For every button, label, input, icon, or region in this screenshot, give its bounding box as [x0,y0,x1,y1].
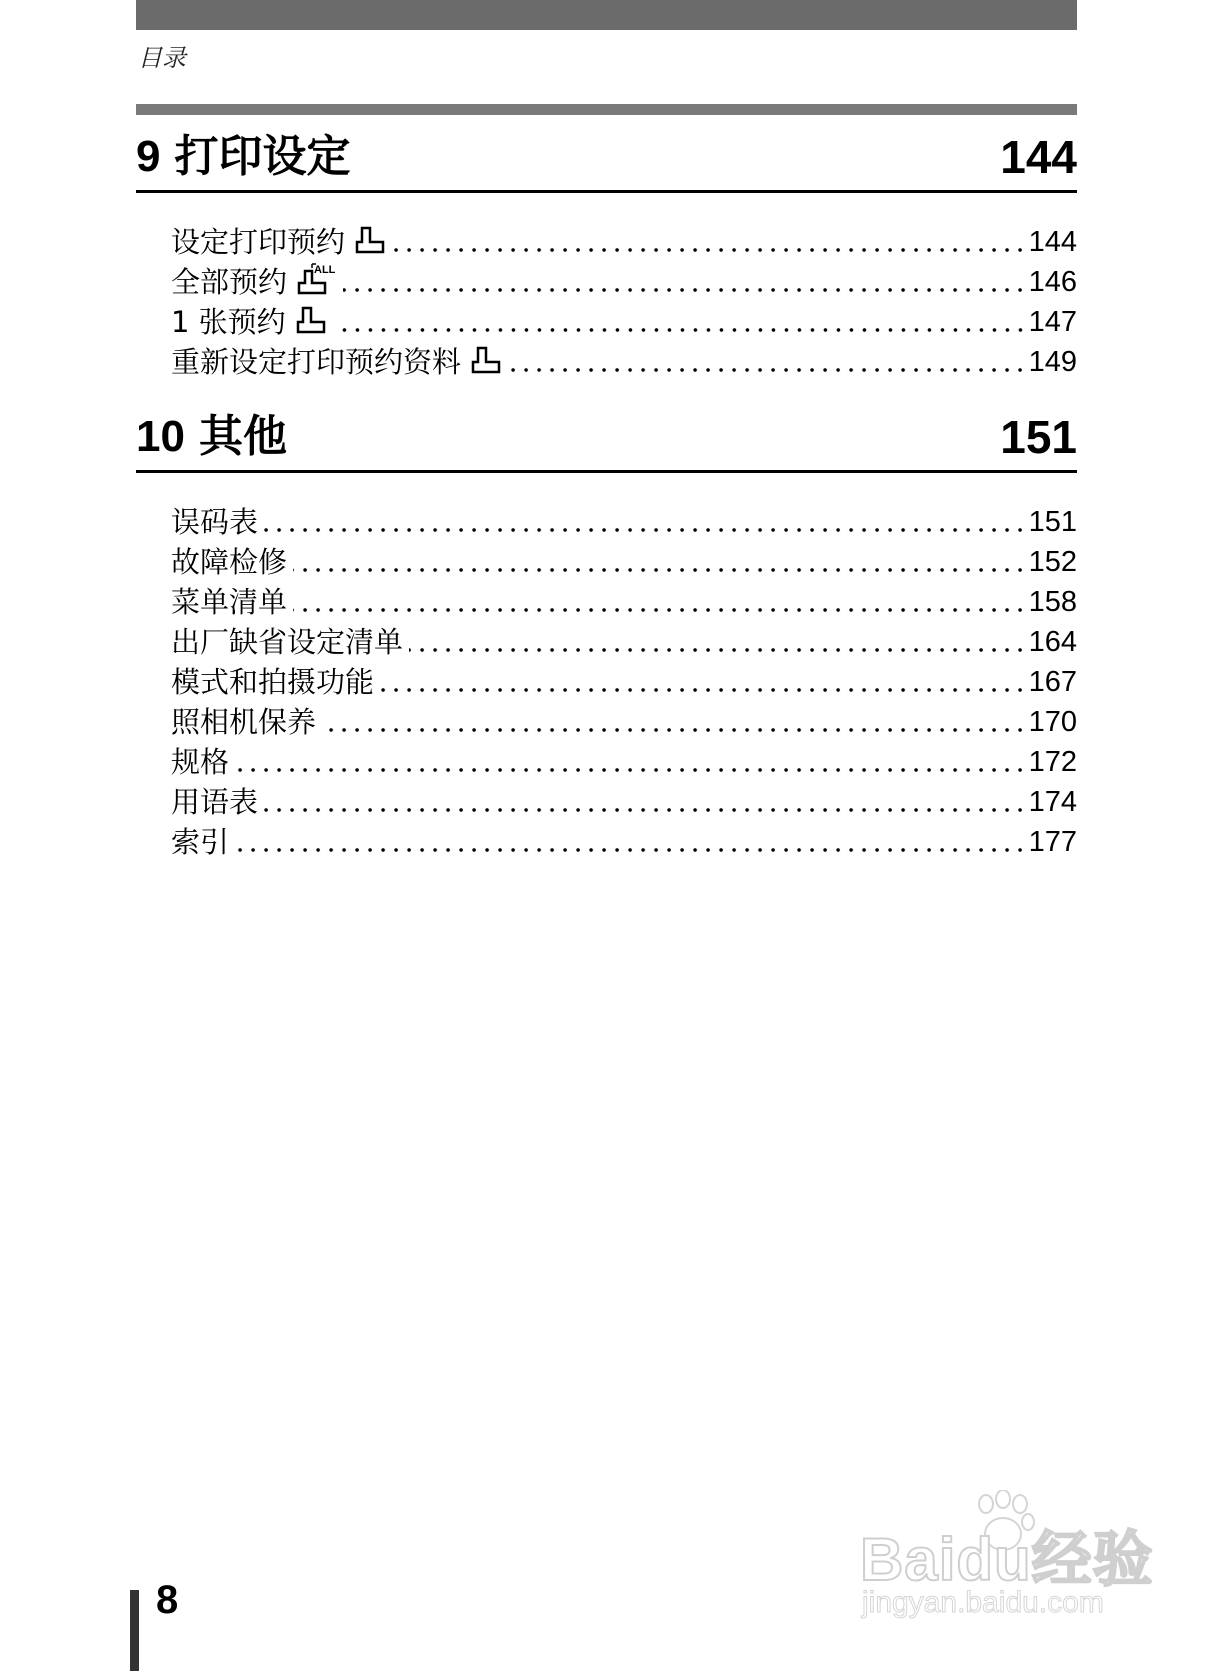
toc-entry[interactable] [136,659,1077,699]
toc-entry[interactable] [136,619,1077,659]
svg-text:ALL: ALL [314,264,336,276]
toc-entry-page: 144 [1028,226,1077,258]
toc-entry[interactable] [136,699,1077,739]
toc-entry-page: 164 [1028,626,1077,658]
toc-entry-page: 170 [1028,706,1077,738]
toc-entry-label: 用语表 [171,785,259,819]
section-title-text: 打印设定 [174,131,351,182]
toc-entry[interactable] [136,219,1077,259]
dot-leader [343,287,1027,293]
toc-entry-label: 设定打印预约 [171,225,346,259]
section-title [136,120,350,184]
print-order-icon [296,305,326,335]
watermark-url: jingyan.baidu.com [862,1586,1104,1619]
toc-entry[interactable] [136,299,1077,339]
toc-entry[interactable] [136,499,1077,539]
toc-section-10 [136,410,1077,859]
toc-entry-label: 照相机保养 [171,705,317,739]
toc-entry[interactable] [136,339,1077,379]
toc-entries [136,219,1077,379]
toc-entry-page: 174 [1028,786,1077,818]
section-title-text: 其他 [198,411,287,462]
toc-entry[interactable] [136,579,1077,619]
section-number: 9 [136,132,161,181]
dot-leader [409,647,1027,653]
section-number: 10 [136,412,185,461]
page-number-marker [130,1590,139,1671]
dot-leader [322,727,1027,733]
toc-entry-page: 167 [1028,666,1077,698]
baidu-watermark [860,1490,1160,1620]
toc-entry[interactable] [136,539,1077,579]
dot-leader [264,807,1027,813]
dot-leader [293,607,1027,613]
top-header-bar [136,0,1077,30]
section-heading [136,130,1077,193]
toc-entry[interactable] [136,739,1077,779]
toc-section-9 [136,130,1077,379]
toc-entry-page: 158 [1028,586,1077,618]
print-all-icon [297,263,335,295]
page-number: 8 [156,1578,179,1622]
toc-entry-label: 重新设定打印预约资料 [171,345,462,379]
toc-entry-page: 152 [1028,546,1077,578]
section-page-number[interactable]: 144 [1000,131,1077,183]
print-order-icon [355,225,385,255]
toc-entry-label: 故障检修 [171,545,288,579]
dot-leader [293,567,1027,573]
toc-entry[interactable] [136,819,1077,859]
toc-entry-page: 149 [1028,346,1077,378]
section-page-number[interactable]: 151 [1000,411,1077,463]
dot-leader [235,847,1027,853]
toc-entries [136,499,1077,859]
toc-entry-page: 146 [1028,266,1077,298]
toc-entry-label: 规格 [171,745,230,779]
running-header: 目录 [138,44,186,72]
section-heading [136,410,1077,473]
toc-entry-page: 151 [1028,506,1077,538]
toc-entry-label: 出厂缺省设定清单 [171,625,404,659]
toc-entry-label: 1 张预约 [171,305,286,339]
toc-entry-label: 索引 [171,825,230,859]
dot-leader [235,767,1027,773]
watermark-logo-text: Baidu经验 [860,1526,1154,1593]
toc-entry-page: 147 [1028,306,1077,338]
dot-leader [334,327,1027,333]
toc-entry-page: 172 [1028,746,1077,778]
toc-entry[interactable] [136,259,1077,299]
dot-leader [380,687,1027,693]
print-order-icon [471,345,501,375]
toc-entry[interactable] [136,779,1077,819]
toc-entry-page: 177 [1028,826,1077,858]
dot-leader [509,367,1027,373]
toc-entry-label: 菜单清单 [171,585,288,619]
section-title [136,400,287,464]
header-rule [136,104,1077,115]
toc-entry-label: 模式和拍摄功能 [171,665,375,699]
toc-entry-label: 误码表 [171,505,259,539]
dot-leader [393,247,1027,253]
dot-leader [264,527,1027,533]
toc-entry-label: 全部预约 [171,265,288,299]
